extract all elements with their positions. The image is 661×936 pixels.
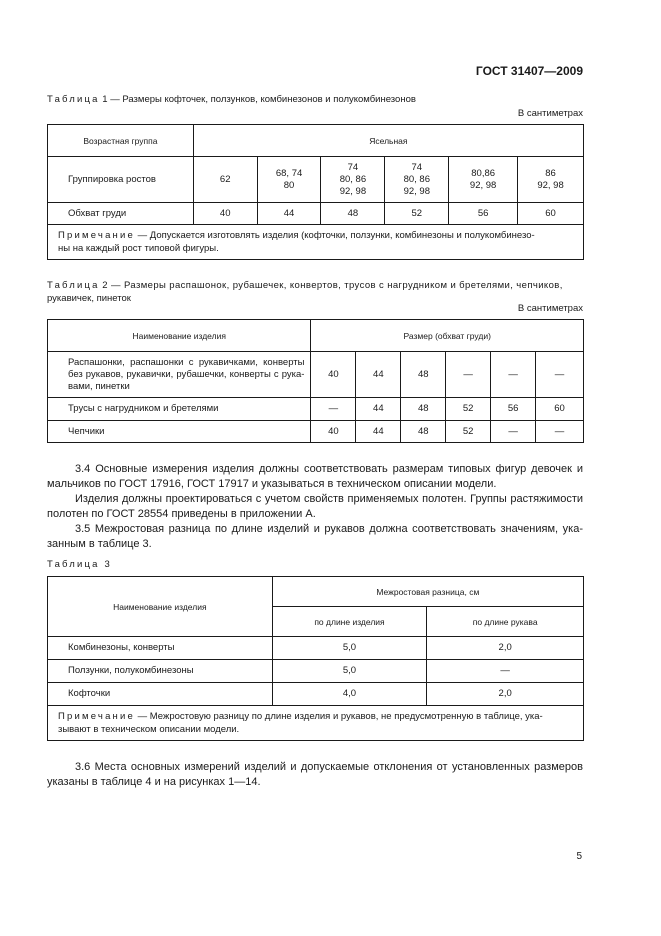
table2-cell: — bbox=[311, 398, 356, 421]
table3-row-name: Кофточки bbox=[48, 683, 273, 706]
table1-height-cell: 74 80, 86 92, 98 bbox=[321, 157, 385, 203]
document-header: ГОСТ 31407—2009 bbox=[475, 64, 583, 78]
table3 bbox=[47, 576, 584, 741]
table1-height-cell: 68, 74 80 bbox=[257, 157, 321, 203]
table2-cell: 52 bbox=[446, 421, 491, 443]
table2-cell: 48 bbox=[401, 352, 446, 398]
table2-row-name: Трусы с нагрудником и бретелями bbox=[48, 398, 311, 421]
table3-row-name: Ползунки, полукомбинезоны bbox=[48, 660, 273, 683]
table1-chest-label: Обхват груди bbox=[48, 203, 194, 225]
table3-note-text: — Межростовую разницу по длине изделия и рукавов, не предусмотренную в таблице, ука- bbox=[137, 711, 543, 722]
table2-cell: 60 bbox=[536, 398, 584, 421]
table1-unit: В сантиметрах bbox=[517, 108, 583, 119]
table3-note-word: Примечание bbox=[58, 711, 135, 722]
table1-chest-cell: 52 bbox=[385, 203, 449, 225]
table1-note-text: — Допускается изготовлять изделия (кофточки, ползунки, комбинезоны и полукомбинезо- bbox=[137, 230, 535, 241]
body-text-section-3-6 bbox=[47, 760, 583, 790]
table1-height-cell: 80,86 92, 98 bbox=[449, 157, 518, 203]
table1-age-group-value: Ясельная bbox=[193, 125, 583, 157]
table3-cell: 2,0 bbox=[427, 683, 584, 706]
table3-cell: 5,0 bbox=[272, 660, 427, 683]
table1-height-cell: 86 92, 98 bbox=[518, 157, 584, 203]
table3-col-item: Наименование изделия bbox=[48, 577, 273, 637]
table3-sub-length: по длине изделия bbox=[272, 607, 427, 637]
table1-chest-cell: 56 bbox=[449, 203, 518, 225]
table2-cell: — bbox=[491, 352, 536, 398]
table3-caption: Таблица 3 bbox=[47, 559, 112, 570]
paragraph-3-4-line2: мальчиков по ГОСТ 17916, ГОСТ 17917 и указываться в техническом описании модели. bbox=[47, 478, 497, 490]
table1-caption-word: Таблица bbox=[47, 94, 100, 105]
table2-cell: 48 bbox=[401, 398, 446, 421]
page-number: 5 bbox=[576, 851, 582, 862]
table2-col-size: Размер (обхват груди) bbox=[311, 320, 584, 352]
table2-col-item: Наименование изделия bbox=[48, 320, 311, 352]
table3-note-line2: зывают в техническом описании модели. bbox=[58, 724, 240, 735]
paragraph-3-5-line1: 3.5 Межростовая разница по длине изделий и рукавов должна соответствовать значениям, ука- bbox=[75, 523, 583, 535]
table2-cell: 44 bbox=[356, 352, 401, 398]
table2-unit: В сантиметрах bbox=[517, 303, 583, 314]
table1-chest-cell: 40 bbox=[193, 203, 257, 225]
table1-note bbox=[48, 225, 584, 260]
table3-cell: 2,0 bbox=[427, 637, 584, 660]
table1-note-word: Примечание bbox=[58, 230, 135, 241]
table3-cell: 5,0 bbox=[272, 637, 427, 660]
paragraph-3-6-line2: указаны в таблице 4 и на рисунках 1—14. bbox=[47, 776, 261, 788]
table2-cell: 48 bbox=[401, 421, 446, 443]
table1-note-line2: ны на каждый рост типовой фигуры. bbox=[58, 243, 219, 254]
table1 bbox=[47, 124, 584, 260]
table2-cell: — bbox=[446, 352, 491, 398]
table2-caption bbox=[47, 279, 583, 305]
table1-heights-label: Группировка ростов bbox=[48, 157, 194, 203]
table2-caption-text: 2 — Размеры распашонок, рубашечек, конвертов, трусов с нагрудником и бретелями, чепчиков, bbox=[102, 280, 563, 291]
table2-cell: — bbox=[536, 352, 584, 398]
paragraph-3-5-line2: занным в таблице 3. bbox=[47, 538, 152, 550]
table2-cell: 40 bbox=[311, 352, 356, 398]
table3-cell: 4,0 bbox=[272, 683, 427, 706]
table1-chest-cell: 44 bbox=[257, 203, 321, 225]
table1-height-cell: 62 bbox=[193, 157, 257, 203]
table3-note bbox=[48, 706, 584, 741]
table2-cell: 40 bbox=[311, 421, 356, 443]
table3-cell: — bbox=[427, 660, 584, 683]
paragraph-stretch-line2: полотен по ГОСТ 28554 приведены в приложении А. bbox=[47, 508, 316, 520]
table2-row-name: Распашонки, распашонки с рукавичками, конверты без рукавов, рукавички, рубашечки, конверты с рука- вами, пинетки bbox=[48, 352, 311, 398]
body-text-section-3-4 bbox=[47, 462, 583, 552]
table3-sub-sleeve: по длине рукава bbox=[427, 607, 584, 637]
table2-cell: 56 bbox=[491, 398, 536, 421]
table2-caption-word: Таблица bbox=[47, 280, 100, 291]
table1-chest-cell: 60 bbox=[518, 203, 584, 225]
table1-age-group-label: Возрастная группа bbox=[48, 125, 194, 157]
table2-cell: — bbox=[536, 421, 584, 443]
table2-cell: 44 bbox=[356, 398, 401, 421]
table3-col-diff: Межростовая разница, см bbox=[272, 577, 583, 607]
table1-caption bbox=[47, 94, 416, 105]
table1-height-cell: 74 80, 86 92, 98 bbox=[385, 157, 449, 203]
table2 bbox=[47, 319, 584, 443]
table2-row-name: Чепчики bbox=[48, 421, 311, 443]
paragraph-3-6-line1: 3.6 Места основных измерений изделий и допускаемые отклонения от установленных размеров bbox=[75, 761, 583, 773]
table3-row-name: Комбинезоны, конверты bbox=[48, 637, 273, 660]
paragraph-stretch-line1: Изделия должны проектироваться с учетом свойств применяемых полотен. Группы растяжимости bbox=[75, 493, 583, 505]
paragraph-3-4-line1: 3.4 Основные измерения изделия должны соответствовать размерам типовых фигур девочек и bbox=[75, 463, 583, 475]
table2-cell: — bbox=[491, 421, 536, 443]
table2-cell: 44 bbox=[356, 421, 401, 443]
table2-caption-line2: рукавичек, пинеток bbox=[47, 293, 131, 304]
table1-caption-text: 1 — Размеры кофточек, ползунков, комбинезонов и полукомбинезонов bbox=[102, 94, 416, 105]
table1-chest-cell: 48 bbox=[321, 203, 385, 225]
table2-cell: 52 bbox=[446, 398, 491, 421]
